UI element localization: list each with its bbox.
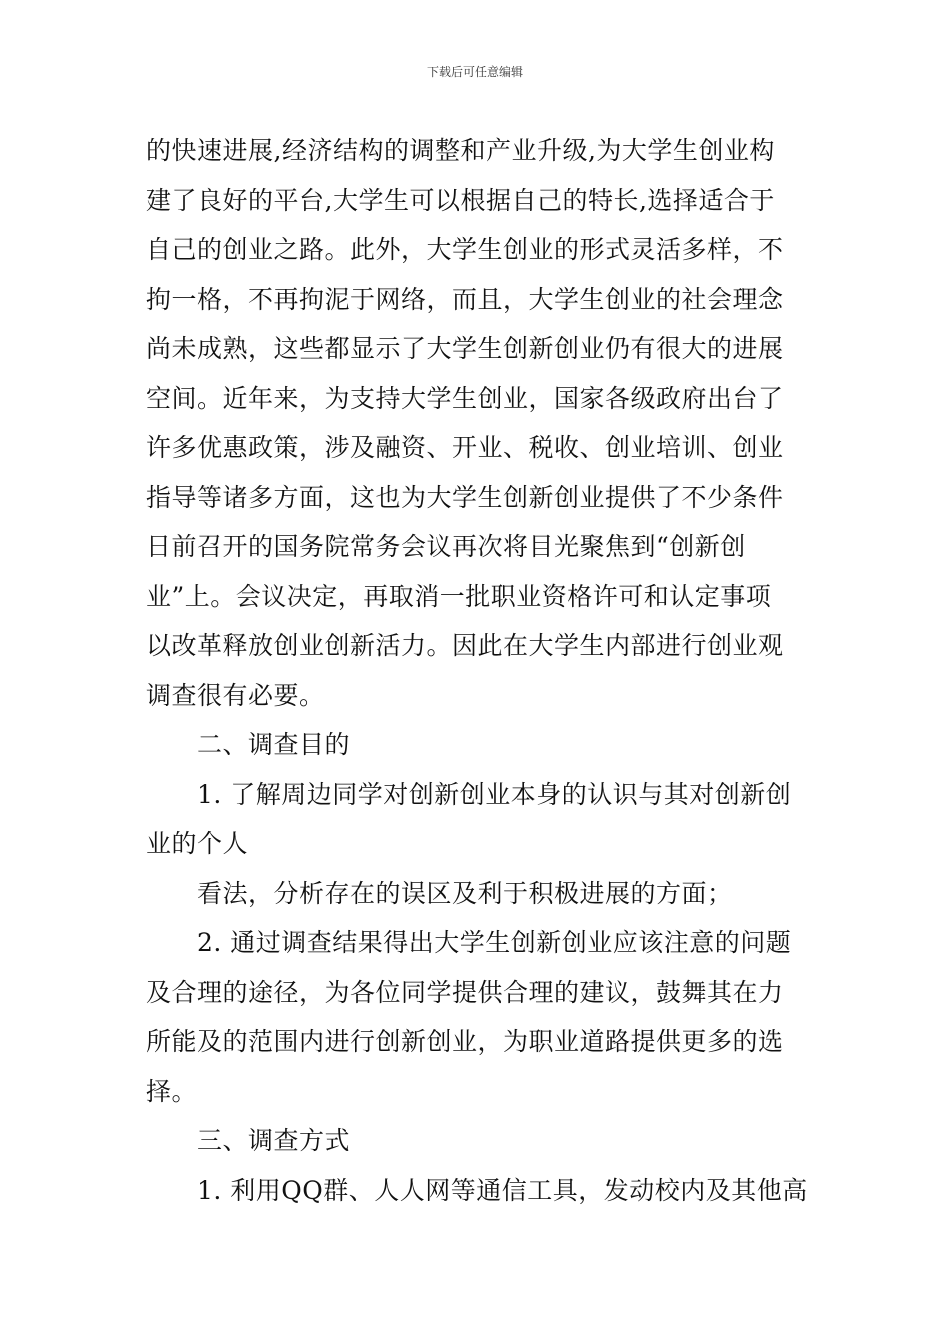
text-line: 空间。近年来，为支持大学生创业，国家各级政府出台了 bbox=[146, 383, 784, 413]
section-heading: 二、调查目的 bbox=[197, 730, 351, 759]
text-line: 指导等诸多方面，这也为大学生创新创业提供了不少条件 bbox=[146, 482, 784, 512]
text-line: 的快速进展,经济结构的调整和产业升级,为大学生创业构 bbox=[146, 136, 775, 165]
text-line: 建了良好的平台,大学生可以根据自己的特长,选择适合于 bbox=[146, 185, 775, 215]
text-line: 日前召开的国务院常务会议再次将目光聚焦到“创新创 bbox=[146, 532, 746, 561]
text-line: 拘一格，不再拘泥于网络，而且，大学生创业的社会理念 bbox=[146, 284, 784, 314]
text-line: 以改革释放创业创新活力。因此在大学生内部进行创业观 bbox=[146, 631, 784, 660]
text-line: 择。 bbox=[146, 1076, 198, 1106]
list-item: 1. 了解周边同学对创新创业本身的认识与其对创新创 bbox=[197, 779, 792, 809]
text-line: 业”上。会议决定，再取消一批职业资格许可和认定事项 bbox=[146, 581, 772, 611]
text-line: 自己的创业之路。此外，大学生创业的形式灵活多样，不 bbox=[146, 235, 784, 264]
list-item: 1. 利用QQ群、人人网等通信工具，发动校内及其他高 bbox=[197, 1175, 808, 1205]
section-heading: 三、调查方式 bbox=[197, 1126, 351, 1155]
text-line: 看法，分析存在的误区及利于积极进展的方面； bbox=[197, 878, 733, 908]
text-line: 许多优惠政策，涉及融资、开业、税收、创业培训、创业 bbox=[146, 433, 784, 462]
text-line: 业的个人 bbox=[146, 829, 249, 858]
text-line: 调查很有必要。 bbox=[146, 680, 325, 710]
document-body bbox=[146, 126, 808, 1215]
text-line: 及合理的途径，为各位同学提供合理的建议，鼓舞其在力 bbox=[146, 977, 784, 1007]
text-line: 所能及的范围内进行创新创业，为职业道路提供更多的选 bbox=[146, 1027, 784, 1056]
page-header: 下载后可任意编辑 bbox=[426, 65, 523, 79]
text-line: 尚未成熟，这些都显示了大学生创新创业仍有很大的进展 bbox=[146, 334, 784, 363]
list-item: 2. 通过调查结果得出大学生创新创业应该注意的问题 bbox=[197, 928, 792, 957]
